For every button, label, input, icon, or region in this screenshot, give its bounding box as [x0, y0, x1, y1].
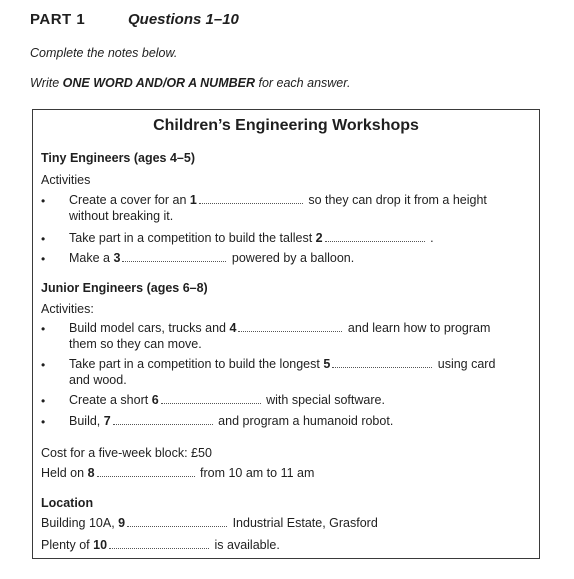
question-range: Questions 1–10: [128, 11, 239, 28]
tiny-engineers-heading: Tiny Engineers (ages 4–5): [41, 151, 195, 165]
part-header: [30, 11, 239, 28]
answer-blank-1[interactable]: [199, 194, 303, 204]
list-item-q7: Build, 7 and program a humanoid robot.: [69, 414, 394, 428]
bullet-icon: •: [41, 252, 46, 266]
answer-blank-2[interactable]: [325, 232, 425, 242]
question-number-9: 9: [118, 516, 126, 530]
answer-blank-5[interactable]: [332, 358, 432, 368]
list-item-q3: Make a 3 powered by a balloon.: [69, 251, 355, 265]
answer-blank-6[interactable]: [161, 394, 261, 404]
question-number-2: 2: [315, 231, 323, 245]
bullet-icon: •: [41, 358, 46, 372]
junior-activities-label: Activities:: [41, 302, 94, 316]
notes-title: Children’s Engineering Workshops: [153, 117, 419, 134]
building-line: Building 10A, 9 Industrial Estate, Grasford: [41, 516, 378, 530]
bullet-icon: •: [41, 415, 46, 429]
question-number-1: 1: [189, 193, 197, 207]
list-item-q6: Create a short 6 with special software.: [69, 393, 385, 407]
list-item-q5-continued: and wood.: [69, 373, 127, 387]
question-number-4: 4: [229, 321, 237, 335]
list-item-q4: Build model cars, trucks and 4 and learn how to program: [69, 321, 491, 335]
question-number-5: 5: [323, 357, 331, 371]
tiny-activities-label: Activities: [41, 173, 91, 187]
word-limit-emphasis: ONE WORD AND/OR A NUMBER: [62, 76, 255, 90]
question-number-3: 3: [113, 251, 121, 265]
bullet-icon: •: [41, 322, 46, 336]
bullet-icon: •: [41, 394, 46, 408]
part-number: PART 1: [30, 11, 86, 28]
notes-box: [32, 109, 540, 559]
question-number-10: 10: [93, 538, 108, 552]
answer-blank-8[interactable]: [97, 467, 195, 477]
list-item-q4-continued: them so they can move.: [69, 337, 202, 351]
answer-blank-7[interactable]: [113, 415, 213, 425]
question-number-7: 7: [103, 414, 111, 428]
list-item-q5: Take part in a competition to build the longest 5 using card: [69, 357, 496, 371]
question-number-8: 8: [87, 466, 95, 480]
list-item-q1-continued: without breaking it.: [69, 209, 174, 223]
location-heading: Location: [41, 496, 94, 510]
held-line: Held on 8 from 10 am to 11 am: [41, 466, 315, 480]
junior-engineers-heading: Junior Engineers (ages 6–8): [41, 281, 208, 295]
answer-blank-4[interactable]: [238, 322, 342, 332]
answer-blank-9[interactable]: [127, 517, 227, 527]
bullet-icon: •: [41, 194, 46, 208]
cost-line: Cost for a five-week block: £50: [41, 446, 212, 460]
plenty-line: Plenty of 10 is available.: [41, 538, 280, 552]
instruction-complete-notes: Complete the notes below.: [30, 46, 178, 60]
answer-blank-10[interactable]: [109, 539, 209, 549]
answer-blank-3[interactable]: [122, 252, 226, 262]
list-item-q1: Create a cover for an 1 so they can drop it from a height: [69, 193, 487, 207]
list-item-q2: Take part in a competition to build the tallest 2 .: [69, 231, 434, 245]
instruction-word-limit: Write ONE WORD AND/OR A NUMBER for each answer.: [30, 76, 351, 90]
question-number-6: 6: [151, 393, 159, 407]
bullet-icon: •: [41, 232, 46, 246]
